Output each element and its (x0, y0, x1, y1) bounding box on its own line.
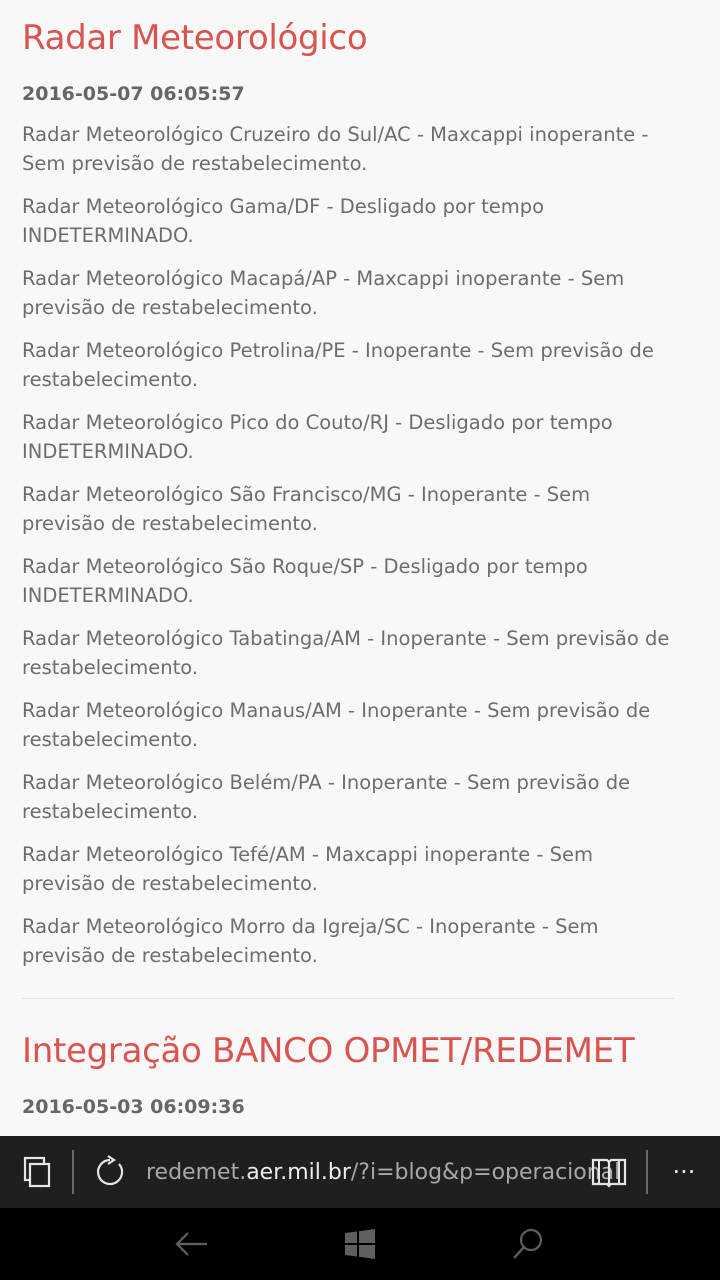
url-domain: aer.mil.br (246, 1159, 351, 1185)
post-line: Radar Meteorológico Cruzeiro do Sul/AC - Maxcappi inoperante - Sem previsão de restabelecimento. (22, 123, 649, 175)
post-line: Radar Meteorológico Pico do Couto/RJ - Desligado por tempo INDETERMINADO. (22, 411, 613, 463)
post-line: Radar Meteorológico Tabatinga/AM - Inoperante - Sem previsão de restabelecimento. (22, 627, 670, 679)
url-path: /?i=blog&p=operacional (350, 1159, 621, 1185)
post-line: Radar Meteorológico São Roque/SP - Desligado por tempo INDETERMINADO. (22, 555, 588, 607)
post-line: Radar Meteorológico Manaus/AM - Inoperante - Sem previsão de restabelecimento. (22, 699, 651, 751)
reading-view-icon[interactable] (586, 1136, 632, 1208)
post-date: 2016-05-07 06:05:57 (22, 83, 245, 105)
post-date: 2016-05-03 06:09:36 (22, 1096, 245, 1118)
post-line: Radar Meteorológico São Francisco/MG - Inoperante - Sem previsão de restabelecimento. (22, 483, 591, 535)
post-divider (22, 998, 674, 999)
post-line: Radar Meteorológico Petrolina/PE - Inoperante - Sem previsão de restabelecimento. (22, 339, 654, 391)
post-line: Radar Meteorológico Morro da Igreja/SC - Inoperante - Sem previsão de restabelecimento. (22, 915, 599, 967)
separator (72, 1150, 74, 1194)
post-line: Radar Meteorológico Tefé/AM - Maxcappi inoperante - Sem previsão de restabelecimento. (22, 843, 594, 895)
browser-address-bar (0, 1136, 720, 1208)
post-integracao (0, 1031, 720, 1119)
post-title[interactable]: Integração BANCO OPMET/REDEMET (22, 1031, 635, 1071)
system-nav-bar (0, 1208, 720, 1280)
windows-start-icon[interactable] (320, 1208, 400, 1280)
url-prefix: redemet. (146, 1159, 247, 1185)
post-body (22, 120, 674, 970)
url-field[interactable] (146, 1136, 620, 1208)
post-line: Radar Meteorológico Belém/PA - Inoperante - Sem previsão de restabelecimento. (22, 771, 631, 823)
post-title[interactable]: Radar Meteorológico (22, 18, 368, 58)
refresh-icon[interactable] (88, 1136, 132, 1208)
post-line: Radar Meteorológico Macapá/AP - Maxcappi inoperante - Sem previsão de restabelecimento. (22, 267, 625, 319)
tabs-icon[interactable] (14, 1136, 60, 1208)
separator (646, 1150, 648, 1194)
back-icon[interactable] (152, 1208, 232, 1280)
search-icon[interactable] (488, 1208, 568, 1280)
more-icon[interactable]: ··· (672, 1158, 696, 1186)
post-line: Radar Meteorológico Gama/DF - Desligado por tempo INDETERMINADO. (22, 195, 545, 247)
